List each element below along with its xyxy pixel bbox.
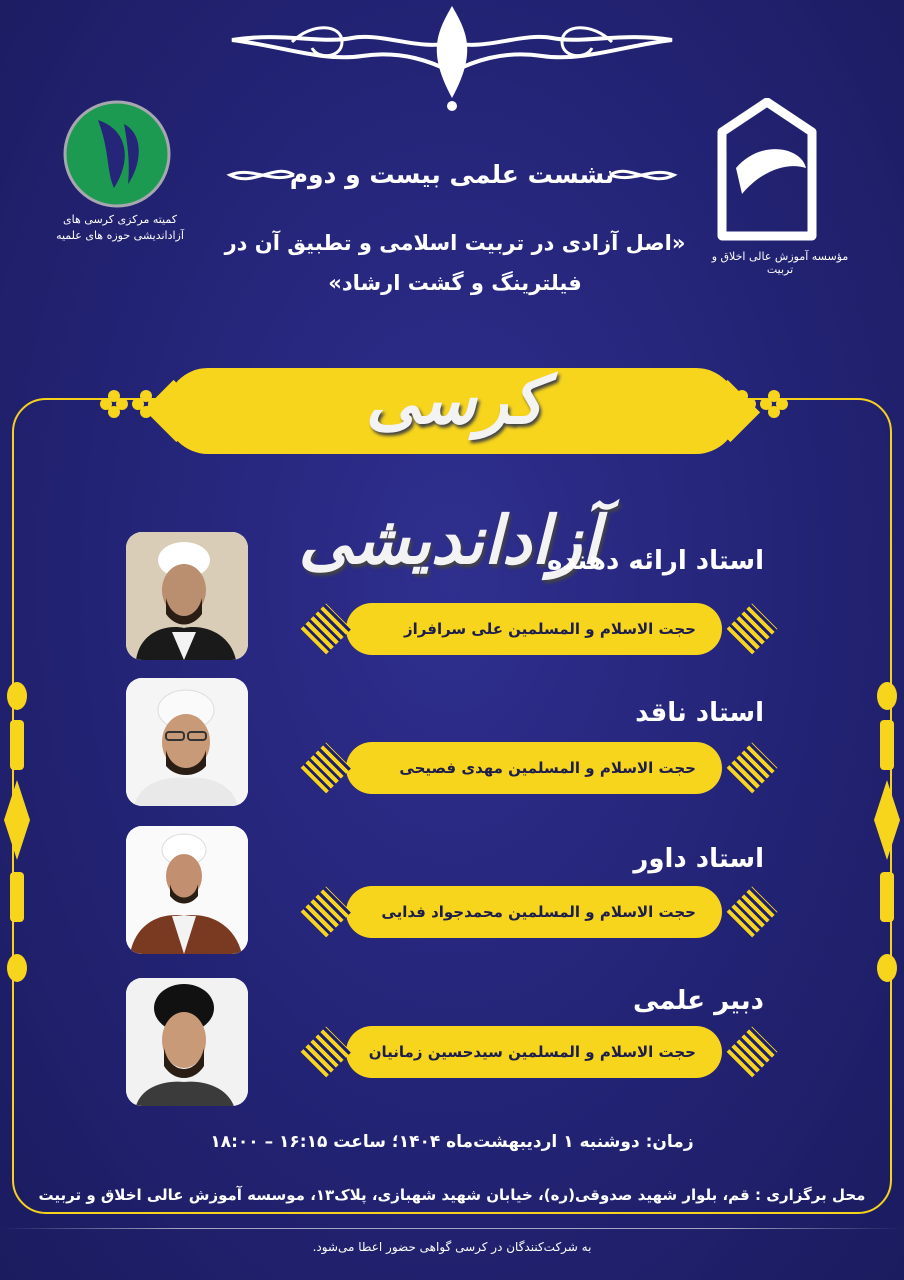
speaker-name-pill-presenter bbox=[346, 603, 722, 655]
topic-line-2: فیلترینگ و گشت ارشاد» bbox=[328, 271, 582, 295]
speaker-name-secretary: حجت الاسلام و المسلمین سیدحسین زمانیان bbox=[368, 1043, 696, 1061]
side-ornament-left-icon bbox=[2, 680, 32, 990]
committee-caption-line1: کمیته مرکزی کرسی های bbox=[63, 213, 177, 226]
topic-title bbox=[220, 223, 690, 303]
speaker-photo-critic bbox=[126, 678, 248, 806]
side-ornament-right-icon bbox=[872, 680, 902, 990]
topic-line-1: «اصل آزادی در تربیت اسلامی و تطبیق آن در bbox=[224, 231, 686, 255]
person-avatar-icon bbox=[126, 978, 248, 1106]
speaker-name-pill-judge bbox=[346, 886, 722, 938]
speaker-name-presenter: حجت الاسلام و المسلمین علی سرافراز bbox=[404, 620, 696, 638]
person-avatar-icon bbox=[126, 532, 248, 660]
speaker-name-pill-secretary bbox=[346, 1026, 722, 1078]
top-ornament bbox=[222, 2, 682, 112]
event-time: زمان: دوشنبه ۱ اردیبهشت‌ماه ۱۴۰۴؛ ساعت ۱۶:۱۵ – ۱۸:۰۰ bbox=[210, 1132, 694, 1152]
banner-title: کرسی آزاداندیشی bbox=[298, 361, 600, 579]
speaker-role-presenter: استاد ارائه دهنده bbox=[547, 546, 764, 576]
committee-caption bbox=[40, 212, 200, 244]
institute-caption: مؤسسه آموزش عالی اخلاق و تربیت bbox=[711, 250, 849, 276]
speaker-role-secretary: دبیر علمی bbox=[632, 986, 764, 1016]
speaker-name-judge: حجت الاسلام و المسلمین محمدجواد فدایی bbox=[381, 903, 696, 921]
speaker-photo-presenter bbox=[126, 532, 248, 660]
attendance-note: به شرکت‌کنندگان در کرسی گواهی حضور اعطا می‌شود. bbox=[312, 1240, 592, 1254]
person-avatar-icon bbox=[126, 826, 248, 954]
speaker-name-critic: حجت الاسلام و المسلمین مهدی فصیحی bbox=[399, 759, 696, 777]
speaker-name-pill-critic bbox=[346, 742, 722, 794]
divider bbox=[0, 1228, 904, 1229]
person-avatar-icon bbox=[126, 678, 248, 806]
event-location: محل برگزاری : قم، بلوار شهید صدوقی(ره)، خیابان شهید شهبازی، پلاک۱۳، موسسه آموزش عالی اخلاق و تربیت bbox=[38, 1186, 866, 1204]
committee-caption-line2: آزاداندیشی حوزه های علمیه bbox=[56, 229, 184, 242]
speaker-role-critic: استاد ناقد bbox=[635, 698, 764, 728]
session-title: نشست علمی بیست و دوم bbox=[289, 160, 615, 189]
speaker-role-judge: استاد داور bbox=[633, 844, 764, 874]
speaker-photo-judge bbox=[126, 826, 248, 954]
committee-logo-icon bbox=[58, 100, 176, 210]
speaker-photo-secretary bbox=[126, 978, 248, 1106]
